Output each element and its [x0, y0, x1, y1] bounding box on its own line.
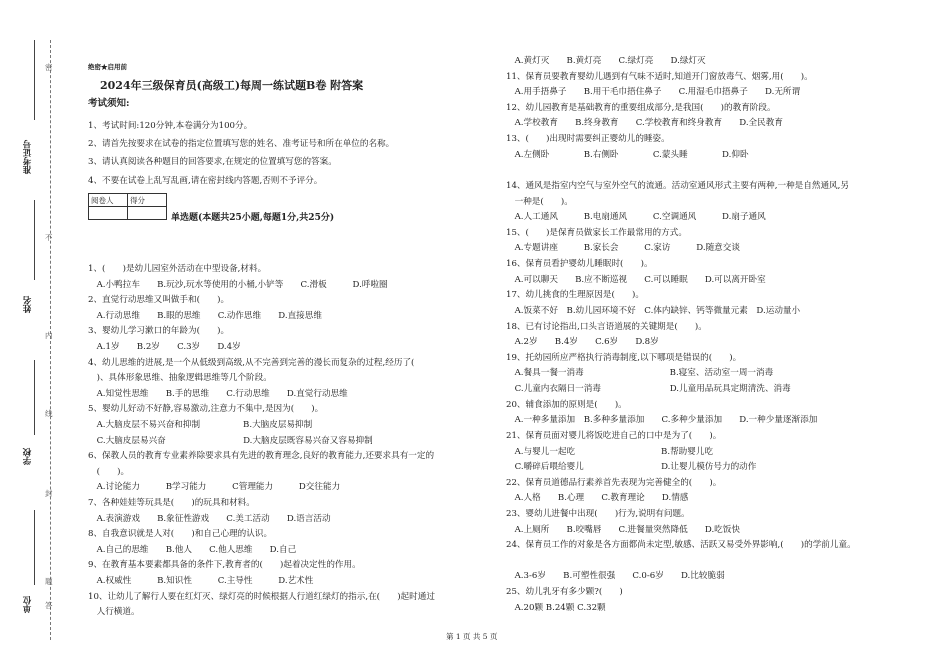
question-line: 24、保育员工作的对象是各方面都尚未定型,敏感、活跃又易受外界影响,( )的学前儿童。 — [506, 540, 856, 551]
grader-label: 阅卷人 — [89, 194, 128, 207]
question-line: 16、保育员看护婴幼儿睡眠时( )。 — [506, 259, 653, 270]
notice-item: 3、请认真阅读各种题目的回答要求,在规定的位置填写您的答案。 — [88, 157, 337, 167]
question-line: 2、直觉行动思维又叫做手和( )。 — [88, 295, 230, 306]
question-line: C.儿童内衣隔日一消毒 D.儿童用品玩具定期清洗、消毒 — [506, 384, 791, 395]
question-line: 12、幼儿园教育是基础教育的重要组成部分,是我国( )的教育阶段。 — [506, 102, 776, 113]
question-line: 18、已有讨论指出,口头言语道展的关键期是( )。 — [506, 321, 707, 332]
question-line: 4、幼儿思维的进展,是一个从低级到高级,从不完善到完善的漫长而复杂的过程,经历了( — [88, 357, 415, 368]
question-line: A.3-6岁 B.可塑性很强 C.0-6岁 D.比较脆弱 — [506, 571, 725, 582]
fill-line-exam-number[interactable] — [34, 40, 36, 120]
question-line: 11、保育员要教育婴幼儿遇到有气味不适时,知道开门窗放毒气、烟雾,用( )。 — [506, 71, 813, 82]
score-cell[interactable] — [128, 207, 167, 220]
grader-cell[interactable] — [89, 207, 128, 220]
question-line: A.行动思维 B.眼的思维 C.动作思维 D.直接思维 — [88, 310, 322, 321]
question-line: 23、婴幼儿进餐中出现( )行为,说明有问题。 — [506, 508, 690, 519]
question-line: 人行横道。 — [88, 607, 140, 618]
question-line: 21、保育员面对婴儿将饭吃进自己的口中是为了( )。 — [506, 430, 722, 441]
question-line: 15、( )是保育员做家长工作最常用的方式。 — [506, 227, 687, 238]
question-line: A.表演游戏 B.象征性游戏 C.美工活动 D.语言活动 — [88, 513, 331, 524]
question-line: 9、在教育基本要素都具备的条件下,教育者的( )起着决定性的作用。 — [88, 560, 361, 571]
question-line: 22、保育员道德品行素养首先表现为完善健全的( )。 — [506, 477, 722, 488]
question-line: A.自己的思维 B.他人 C.他人思维 D.自己 — [88, 544, 297, 555]
question-line: A.与婴儿一起吃 B.帮助婴儿吃 — [506, 446, 714, 457]
question-line: 7、各种娃娃等玩具是( )的玩具和材料。 — [88, 498, 255, 508]
question-line: ( )。 — [88, 466, 130, 477]
question-line: A.20颗 B.24颗 C.32颗 — [506, 602, 606, 613]
seal-char: 不 — [45, 233, 53, 242]
question-line: 10、让幼儿了解行人要在红灯灭、绿灯亮的时候根据人行道红绿灯的指示,在( )起时通过 — [88, 591, 435, 602]
question-line: 3、婴幼儿学习漱口的年龄为( )。 — [88, 326, 230, 337]
notice-heading: 考试须知: — [88, 98, 130, 109]
question-line: A.小鸭拉车 B.玩沙,玩水等使用的小桶,小铲等 C.滑板 D.呼啦圈 — [88, 279, 388, 290]
question-line: 5、婴幼儿好动不好静,容易激动,注意力不集中,是因为( )。 — [88, 404, 324, 415]
question-line: A.上厕所 B.咬嘴唇 C.进餐量突然降低 D.吃饭快 — [506, 524, 740, 535]
question-line: A.1岁 B.2岁 C.3岁 D.4岁 — [88, 342, 241, 352]
question-line: A.用手捂鼻子 B.用干毛巾捂住鼻子 C.用湿毛巾捂鼻子 D.无所谓 — [506, 87, 801, 98]
question-line: A.餐具一餐一消毒 B.寝室、活动室一周一消毒 — [506, 368, 774, 379]
question-line: 1、( )是幼儿园室外活动在中型设备,材料。 — [88, 264, 267, 274]
question-line: A.学校教育 B.终身教育 C.学校教育和终身教育 D.全民教育 — [506, 118, 783, 129]
question-line: 13、( )出现时需要纠正婴幼儿的睡姿。 — [506, 134, 670, 145]
notice-item: 2、请首先按要求在试卷的指定位置填写您的姓名、准考证号和所在单位的名称。 — [88, 139, 395, 149]
section-title: 单选题(本题共25小题,每题1分,共25分) — [171, 213, 335, 223]
page-number: 第 1 页 共 5 页 — [446, 632, 498, 641]
question-line: A.可以聊天 B.应不断巡视 C.可以睡眠 D.可以离开卧室 — [506, 274, 766, 285]
question-line: A.左侧卧 B.右侧卧 C.蒙头睡 D.仰卧 — [506, 149, 749, 160]
question-line: A.专题讲座 B.家长会 C.家访 D.随意交谈 — [506, 243, 740, 254]
question-line: A.饭菜不好 B.幼儿园环境不好 C.体内缺锌、钙等微量元素 D.运动量小 — [506, 305, 801, 316]
seal-char: 内 — [45, 331, 53, 340]
question-line: A.人格 B.心理 C.教育理论 D.情感 — [506, 493, 689, 504]
question-line: A.黄灯灭 B.黄灯亮 C.绿灯亮 D.绿灯灭 — [506, 56, 706, 66]
question-line: A.权威性 B.知识性 C.主导性 D.艺术性 — [88, 576, 314, 586]
fill-line-school[interactable] — [34, 360, 36, 435]
question-line: )、具体形象思维、抽象逻辑思维等几个阶段。 — [88, 373, 272, 384]
grader-table — [88, 193, 167, 220]
question-line: 8、自我意识就是人对( )和自己心理的认识。 — [88, 529, 273, 540]
question-line: 19、托幼园所应严格执行消毒制度,以下哪项是错误的( )。 — [506, 352, 742, 363]
fill-line-unit[interactable] — [34, 510, 36, 585]
notice-item: 4、不要在试卷上乱写乱画,请在密封线内答题,否则不予评分。 — [88, 176, 323, 186]
question-line: 一种是( )。 — [506, 196, 573, 207]
question-line: A.一种多量添加 B.多种多量添加 C.多种少量添加 D.一种少量逐渐添加 — [506, 415, 818, 426]
question-line: C.大脑皮层易兴奋 D.大脑皮层既容易兴奋又容易抑制 — [88, 435, 373, 446]
question-line: 17、幼儿挑食的生理原因是( )。 — [506, 290, 644, 301]
label-exam-number: 准考证号 — [23, 140, 33, 174]
binding-margin — [0, 0, 60, 671]
label-name: 姓名 — [23, 296, 33, 313]
seal-char: 封 — [45, 489, 53, 498]
question-line: 25、幼儿乳牙有多少颗?( ) — [506, 587, 623, 598]
seal-char: 答 — [45, 601, 53, 610]
question-line: A.2岁 B.4岁 C.6岁 D.8岁 — [506, 337, 659, 348]
fill-line-name[interactable] — [34, 200, 36, 280]
question-line: A.讨论能力 B学习能力 C管理能力 D交往能力 — [88, 482, 341, 493]
label-unit: 单位 — [23, 596, 33, 613]
label-school: 学校 — [23, 448, 33, 465]
confidential-mark: 绝密★启用前 — [88, 63, 127, 71]
seal-char: 密 — [45, 63, 53, 72]
page-title: 2024年三级保育员(高级工)每周一练试题B卷 附答案 — [100, 79, 364, 92]
seal-char: 题 — [45, 577, 53, 586]
question-line: 6、保教人员的教育专业素养除要求具有先进的教育理念,良好的教育能力,还要求具有一定的 — [88, 451, 435, 462]
question-line: A.大脑皮层不易兴奋和抑制 B.大脑皮层易抑制 — [88, 420, 313, 430]
score-label: 得分 — [128, 194, 167, 207]
question-line: 14、通风是指室内空气与室外空气的流通。活动室通风形式主要有两种,一种是自然通风,另 — [506, 180, 849, 191]
question-line: A.知觉性思维 B.手的思维 C.行动思维 D.直觉行动思维 — [88, 388, 348, 399]
seal-char: 线 — [45, 409, 53, 418]
notice-item: 1、考试时间:120分钟,本卷满分为100分。 — [88, 121, 253, 131]
question-line: A.人工通风 B.电扇通风 C.空调通风 D.扇子通风 — [506, 212, 766, 223]
question-line: 20、辅食添加的原则是( )。 — [506, 399, 627, 410]
question-line: C.嚼碎后喂给婴儿 D.让婴儿模仿号力的动作 — [506, 462, 757, 473]
